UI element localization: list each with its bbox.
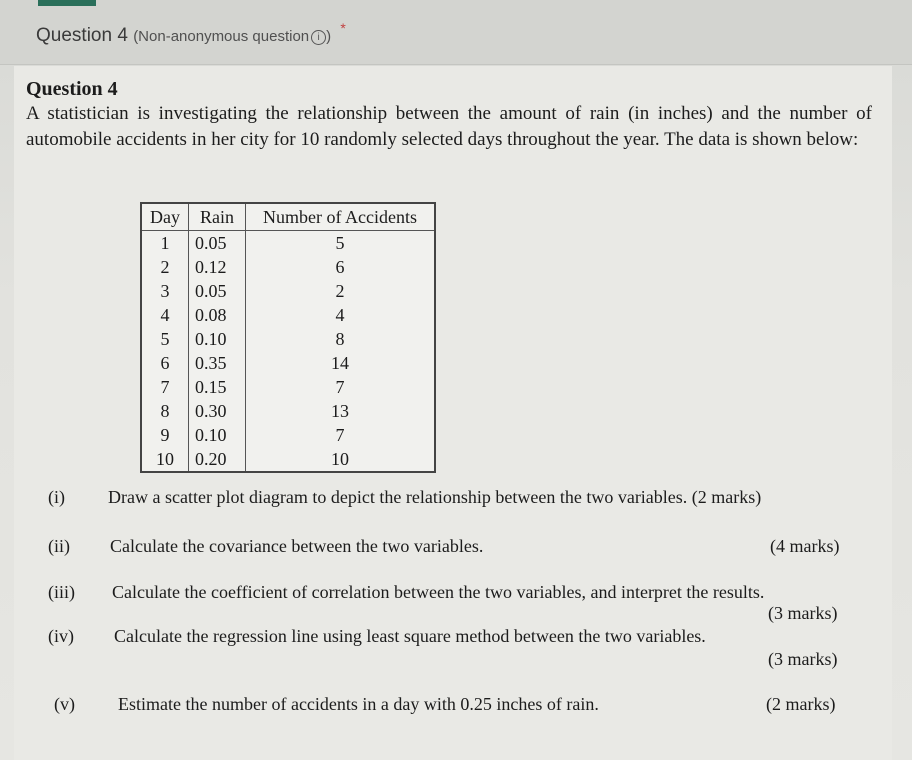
table-row <box>141 303 435 327</box>
cell-accidents: 5 <box>246 231 436 256</box>
item-text: Calculate the regression line using least square method between the two variables. <box>114 626 706 646</box>
table-body <box>141 231 435 473</box>
cell-accidents: 13 <box>246 399 436 423</box>
cell-rain: 0.20 <box>189 447 246 472</box>
table-row <box>141 327 435 351</box>
cell-day: 3 <box>141 279 189 303</box>
cell-day: 10 <box>141 447 189 472</box>
question-header-text <box>36 20 346 47</box>
table-row <box>141 399 435 423</box>
cell-day: 8 <box>141 399 189 423</box>
header-accidents: Number of Accidents <box>246 203 436 231</box>
cell-day: 1 <box>141 231 189 256</box>
top-accent-bar <box>38 0 96 6</box>
item-number: (iii) <box>48 582 75 602</box>
table-header-row <box>141 203 435 231</box>
cell-rain: 0.10 <box>189 423 246 447</box>
header-rain: Rain <box>189 203 246 231</box>
cell-day: 6 <box>141 351 189 375</box>
cell-rain: 0.35 <box>189 351 246 375</box>
item-number: (v) <box>54 694 75 714</box>
item-number: (i) <box>48 487 65 507</box>
required-asterisk: * <box>340 20 346 36</box>
table-row <box>141 279 435 303</box>
cell-day: 9 <box>141 423 189 447</box>
table-row <box>141 231 435 256</box>
item-marks: (3 marks) <box>768 603 838 623</box>
cell-rain: 0.15 <box>189 375 246 399</box>
cell-rain: 0.05 <box>189 279 246 303</box>
item-text: Calculate the coefficient of correlation between the two variables, and interpret the results. <box>112 582 765 602</box>
question-header-title: Question 4 <box>36 25 128 46</box>
question-body: A statistician is investigating the relationship between the amount of rain (in inches) and the number of automobile accidents in her city for 10 randomly selected days throughout the year. The data is shown below: <box>26 103 872 150</box>
item-marks: (2 marks) <box>766 694 836 714</box>
cell-accidents: 2 <box>246 279 436 303</box>
cell-day: 5 <box>141 327 189 351</box>
cell-accidents: 6 <box>246 255 436 279</box>
cell-accidents: 7 <box>246 423 436 447</box>
question-title: Question 4 <box>26 78 118 100</box>
item-text: Draw a scatter plot diagram to depict the relationship between the two variables. (2 marks) <box>108 487 762 507</box>
cell-rain: 0.10 <box>189 327 246 351</box>
cell-accidents: 8 <box>246 327 436 351</box>
question-header-paren: ) <box>326 28 332 45</box>
cell-rain: 0.08 <box>189 303 246 327</box>
info-icon[interactable]: i <box>311 30 326 45</box>
table-row <box>141 447 435 472</box>
header-day: Day <box>141 203 189 231</box>
cell-rain: 0.05 <box>189 231 246 256</box>
table-row <box>141 423 435 447</box>
cell-rain: 0.30 <box>189 399 246 423</box>
cell-day: 4 <box>141 303 189 327</box>
table-row <box>141 351 435 375</box>
item-number: (iv) <box>48 626 74 646</box>
cell-day: 2 <box>141 255 189 279</box>
cell-accidents: 10 <box>246 447 436 472</box>
cell-accidents: 7 <box>246 375 436 399</box>
table-row <box>141 375 435 399</box>
cell-accidents: 4 <box>246 303 436 327</box>
item-text: Calculate the covariance between the two variables. <box>110 536 484 556</box>
item-number: (ii) <box>48 536 70 556</box>
table-row <box>141 255 435 279</box>
question-header <box>0 0 912 65</box>
data-table <box>140 202 436 473</box>
cell-accidents: 14 <box>246 351 436 375</box>
question-header-subtitle: (Non-anonymous question <box>133 28 310 45</box>
item-marks: (3 marks) <box>768 649 838 669</box>
cell-day: 7 <box>141 375 189 399</box>
cell-rain: 0.12 <box>189 255 246 279</box>
item-marks: (4 marks) <box>770 536 840 556</box>
item-text: Estimate the number of accidents in a day with 0.25 inches of rain. <box>118 694 599 714</box>
